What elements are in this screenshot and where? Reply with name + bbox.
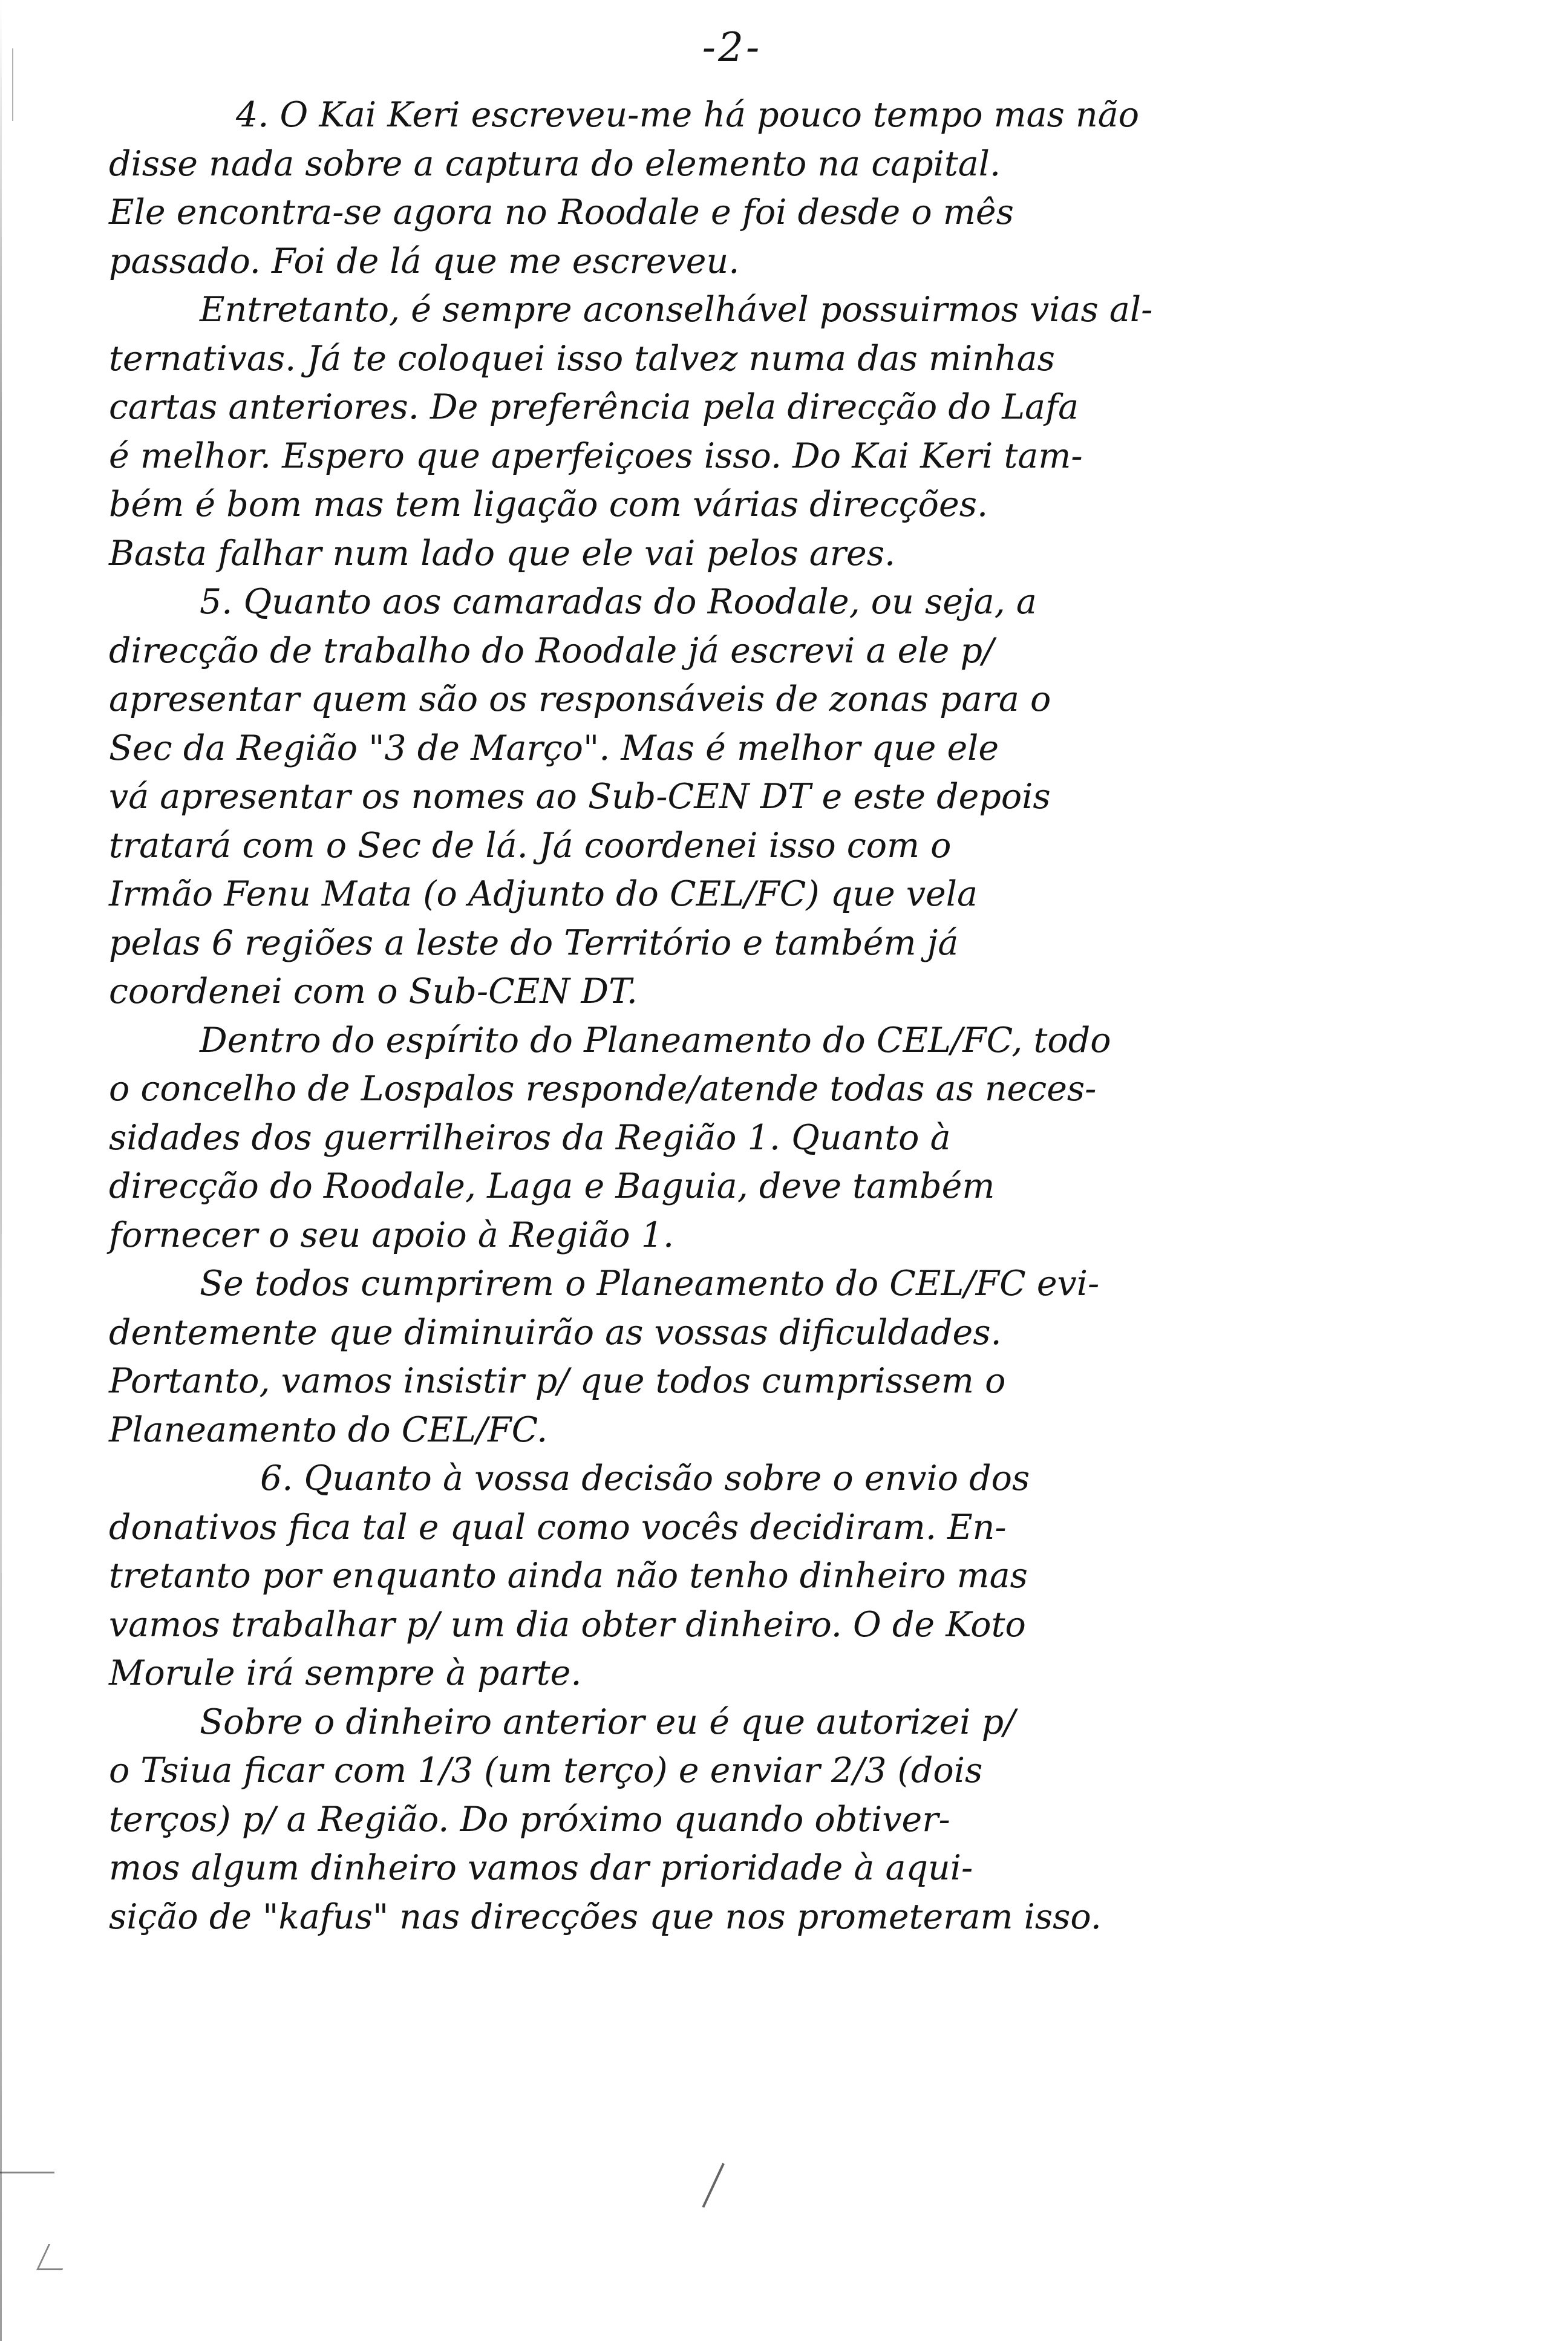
text-line: terços) p/ a Região. Do próximo quando obtiver- [109, 1799, 950, 1840]
text-line: apresentar quem são os responsáveis de zonas para o [109, 679, 1051, 719]
text-line: Sec da Região "3 de Março". Mas é melhor que ele [109, 728, 999, 768]
text-line: o Tsiua ficar com 1/3 (um terço) e enviar 2/3 (dois [109, 1751, 983, 1791]
text-line: direcção do Roodale, Laga e Baguia, deve também [109, 1166, 995, 1206]
text-line: Entretanto, é sempre aconselhável possuirmos vias al- [200, 290, 1153, 330]
text-line: fornecer o seu apoio à Região 1. [109, 1215, 675, 1255]
text-line: vamos trabalhar p/ um dia obter dinheiro. O de Koto [109, 1604, 1026, 1645]
scan-artifact-bottom-corner [36, 2244, 74, 2270]
text-line: 6. Quanto à vossa decisão sobre o envio dos [260, 1458, 1030, 1498]
text-line: donativos fica tal e qual como vocês decidiram. En- [109, 1507, 1007, 1547]
text-line: ternativas. Já te coloquei isso talvez numa das minhas [109, 338, 1055, 379]
text-line: vá apresentar os nomes ao Sub-CEN DT e este depois [109, 777, 1051, 817]
scan-edge-shadow [0, 0, 2, 2341]
scan-artifact-top-left [12, 48, 13, 121]
text-line: Portanto, vamos insistir p/ que todos cumprissem o [109, 1361, 1006, 1401]
text-line: sidades dos guerrilheiros da Região 1. Quanto à [109, 1117, 951, 1158]
text-line: Ele encontra-se agora no Roodale e foi desde o mês [109, 192, 1014, 232]
text-line: bém é bom mas tem ligação com várias direcções. [109, 485, 988, 524]
text-line: Basta falhar num lado que ele vai pelos ares. [109, 533, 896, 573]
text-line: passado. Foi de lá que me escreveu. [109, 241, 740, 281]
text-line: Morule irá sempre à parte. [109, 1653, 582, 1693]
text-line: disse nada sobre a captura do elemento na capital. [109, 143, 1001, 184]
text-line: cartas anteriores. De preferência pela direcção do Lafa [109, 387, 1079, 427]
text-line: o concelho de Lospalos responde/atende todas as neces- [109, 1069, 1097, 1109]
text-line: dentemente que diminuirão as vossas dificuldades. [109, 1312, 1002, 1353]
text-line: Sobre o dinheiro anterior eu é que autorizei p/ [200, 1702, 1016, 1742]
text-line: Planeamento do CEL/FC. [109, 1409, 548, 1450]
text-line: 5. Quanto aos camaradas do Roodale, ou seja, a [200, 582, 1037, 622]
page-number: -2- [702, 24, 762, 71]
text-line: é melhor. Espero que aperfeiçoes isso. Do Kai Keri tam- [109, 436, 1083, 476]
text-line: Irmão Fenu Mata (o Adjunto do CEL/FC) que vela [109, 874, 978, 914]
text-line: tratará com o Sec de lá. Já coordenei isso com o [109, 825, 952, 866]
text-line: direcção de trabalho do Roodale já escrevi a ele p/ [109, 630, 995, 671]
text-line: Se todos cumprirem o Planeamento do CEL/FC evi- [200, 1264, 1100, 1304]
letter-body [109, 91, 1422, 1941]
text-line: coordenei com o Sub-CEN DT. [109, 971, 638, 1011]
text-line: Dentro do espírito do Planeamento do CEL/FC, todo [200, 1020, 1111, 1060]
text-line: pelas 6 regiões a leste do Território e também já [109, 922, 959, 963]
text-line: tretanto por enquanto ainda não tenho dinheiro mas [109, 1556, 1028, 1596]
text-line: 4. O Kai Keri escreveu-me há pouco tempo mas não [236, 95, 1140, 135]
pen-stroke-mark [669, 2147, 725, 2208]
text-line: mos algum dinheiro vamos dar prioridade à aqui- [109, 1848, 973, 1888]
text-line: sição de "kafus" nas direcções que nos prometeram isso. [109, 1896, 1102, 1937]
scan-artifact-bottom-line [0, 2172, 54, 2173]
